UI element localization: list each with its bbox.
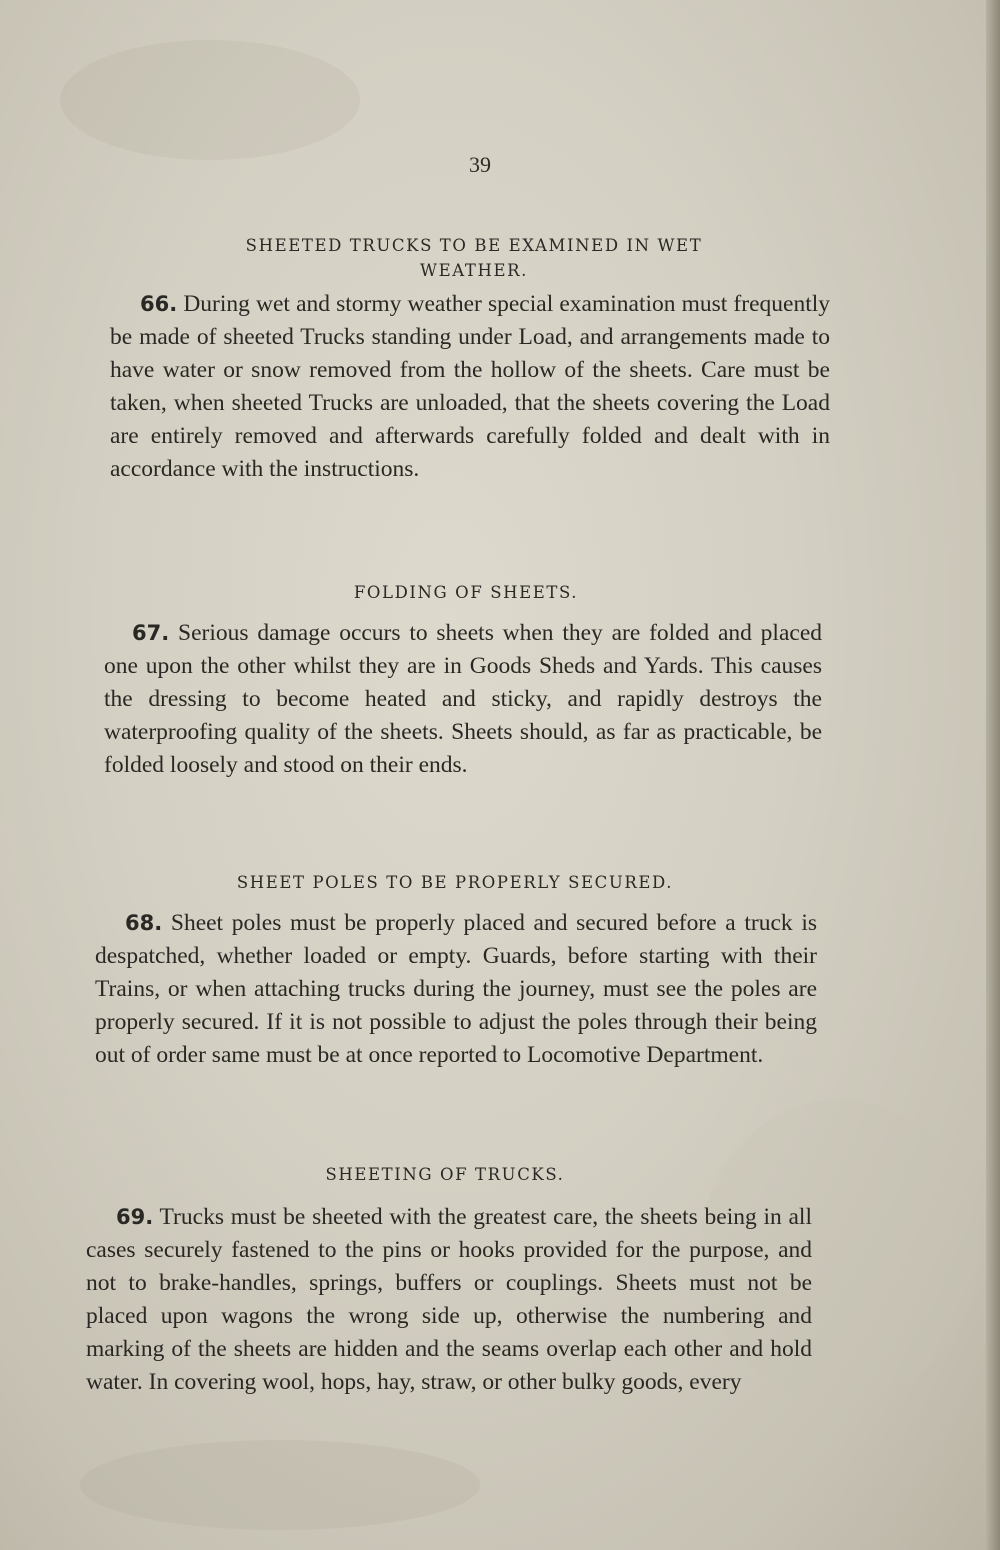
paper-stain: [60, 40, 360, 160]
section-paragraph: [95, 907, 817, 1072]
rule-text: Trucks must be sheeted with the greatest care, the sheets being in all cases securely fastened to the pins or hooks provided for the purpose, and not to brake-handles, springs, buffers or couplings. Sheets must not be placed upon wagons the wrong side up, otherwise the numbering and marking of the sheets are hidden and the seams overlap each other and hold water. In covering wool, hops, hay, straw, or other bulky goods, every: [86, 1204, 812, 1395]
section-heading: [0, 233, 1000, 283]
section-paragraph: [86, 1201, 812, 1399]
section-paragraph: [110, 288, 830, 486]
rule-text: Sheet poles must be properly placed and secured before a truck is despatched, whether loaded or empty. Guards, before starting with their Trains, or when attaching trucks during the journey, must see the poles are properly secured. If it is not possible to adjust the poles through their being out of order same must be at once reported to Locomotive Department.: [95, 910, 817, 1068]
section-66: [0, 233, 1000, 486]
heading-line: SHEETED TRUCKS TO BE EXAMINED IN WET: [245, 236, 703, 255]
heading-line: FOLDING OF SHEETS.: [353, 583, 579, 602]
section-69: [0, 1162, 1000, 1399]
rule-text: Serious damage occurs to sheets when they are folded and placed one upon the other whilst they are in Goods Sheds and Yards. This causes the dressing to become heated and sticky, and rapidly destroys the waterproofing quality of the sheets. Sheets should, as far as practicable, be folded loosely and stood on their ends.: [104, 620, 823, 778]
section-heading: [0, 1162, 1000, 1187]
paper-stain: [80, 1440, 480, 1530]
heading-line: SHEET POLES TO BE PROPERLY SECURED.: [236, 873, 674, 892]
section-heading: [0, 580, 1000, 605]
section-67: [0, 580, 1000, 782]
section-heading: [0, 870, 1000, 895]
rule-number: 69.: [116, 1205, 154, 1229]
rule-number: 66.: [140, 292, 178, 316]
page-number: 39: [469, 152, 491, 177]
rule-number: 67.: [132, 621, 170, 645]
heading-line: WEATHER.: [420, 261, 528, 280]
rule-text: During wet and stormy weather special examination must frequently be made of sheeted Trucks standing under Load, and arrangements made to have water or snow removed from the hollow of the sheets. Care must be taken, when sheeted Trucks are unloaded, that the sheets covering the Load are entirely removed and afterwards carefully folded and dealt with in accordance with the instructions.: [110, 291, 831, 482]
rule-number: 68.: [125, 911, 163, 935]
heading-line: SHEETING OF TRUCKS.: [325, 1165, 565, 1184]
section-68: [0, 870, 1000, 1072]
section-paragraph: [104, 617, 822, 782]
